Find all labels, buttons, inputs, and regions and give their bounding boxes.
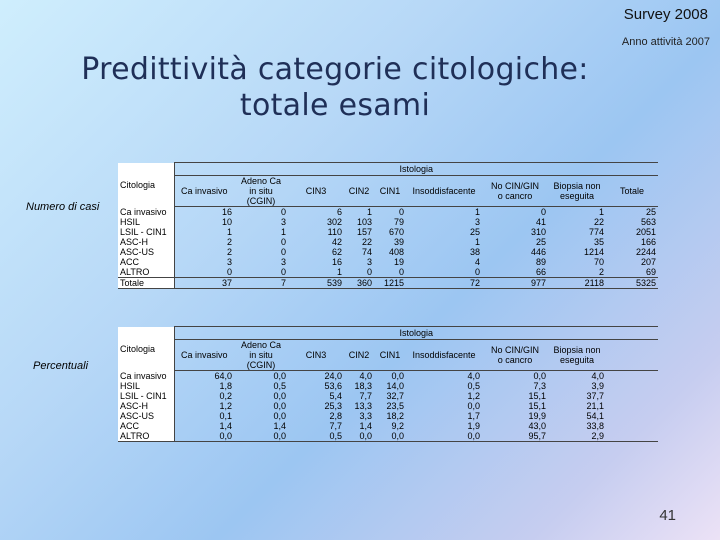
table-cell: 33,8	[586, 421, 604, 431]
row-label: ALTRO	[118, 431, 174, 442]
row-label: ASC-US	[118, 247, 174, 257]
table-cell: 0,0	[374, 431, 406, 442]
table-cell: 43,0	[528, 421, 546, 431]
table-row	[118, 227, 658, 237]
header-row-istologia	[118, 327, 658, 340]
table-row	[118, 217, 658, 227]
table-row	[118, 381, 658, 391]
table-row	[118, 257, 658, 267]
table-cell: 2,9	[548, 431, 606, 442]
row-label: HSIL	[118, 381, 174, 391]
table-cell: 64,0	[214, 371, 232, 381]
table-cell: 0,0	[273, 391, 286, 401]
column-header	[174, 340, 234, 371]
column-header	[234, 176, 288, 207]
table-cell: 25,3	[324, 401, 342, 411]
table-cell: 4	[474, 257, 480, 267]
table-cell: 41	[535, 217, 546, 227]
table-cell: 1,4	[219, 421, 232, 431]
column-header-line: in situ	[249, 350, 273, 360]
table-cell: 69	[646, 267, 657, 277]
column-header	[174, 176, 234, 207]
cases-table-body	[118, 163, 658, 289]
column-header-line: Insoddisfacente	[412, 350, 476, 360]
table-cell: 25	[469, 227, 480, 237]
column-header-line: in situ	[249, 186, 273, 196]
column-header	[406, 340, 482, 371]
table-cell: 0	[280, 267, 286, 277]
table-cell: 0,0	[273, 371, 286, 381]
row-label: ASC-H	[118, 401, 174, 411]
table-cell: 1,8	[219, 381, 232, 391]
table-cell: 4,0	[591, 371, 604, 381]
table-cell: 95,7	[482, 431, 548, 442]
row-label: HSIL	[118, 217, 174, 227]
total-cell: 7	[234, 278, 288, 289]
table-cell: 446	[530, 247, 546, 257]
table-cell: 2	[226, 237, 232, 247]
row-label: ALTRO	[118, 267, 174, 278]
table-cell: 0,0	[234, 431, 288, 442]
table-cell: 774	[588, 227, 604, 237]
table-cell: 0,0	[344, 431, 374, 442]
column-header-line: eseguita	[559, 191, 595, 201]
table-cell: 21,1	[586, 401, 604, 411]
column-header-line: Ca invasivo	[180, 186, 228, 196]
percentuali-label: Percentuali	[33, 360, 89, 372]
table-cell: 0	[226, 267, 232, 277]
table-cell: 16	[331, 257, 342, 267]
table-cell: 53,6	[324, 381, 342, 391]
table-cell: 62	[331, 247, 342, 257]
table-row	[118, 421, 658, 431]
table-cell	[606, 371, 658, 382]
table-cell: 0,5	[288, 431, 344, 442]
column-header	[548, 176, 606, 207]
table-cell: 22	[593, 217, 604, 227]
table-cell: 22	[361, 237, 372, 247]
table-cell: 0,0	[391, 371, 404, 381]
title-line-2: totale esami	[239, 88, 431, 123]
table-cell: 0	[366, 267, 372, 277]
table-cell: 0,0	[273, 401, 286, 411]
column-header	[482, 176, 548, 207]
column-header	[344, 176, 374, 207]
column-header-line: Adeno Ca	[240, 340, 282, 350]
table-cell: 1,2	[467, 391, 480, 401]
total-cell: 72	[406, 278, 482, 289]
table-cell: 408	[388, 247, 404, 257]
table-cell	[606, 401, 658, 411]
table-cell: 1	[280, 227, 286, 237]
table-cell: 42	[331, 237, 342, 247]
table-cell: 7,7	[329, 421, 342, 431]
istologia-header: Istologia	[174, 163, 658, 176]
table-cell: 103	[356, 217, 372, 227]
table-cell: 19,9	[528, 411, 546, 421]
header-row-columns	[118, 340, 658, 371]
table-cell: 166	[641, 237, 657, 247]
table-cell: 7,3	[533, 381, 546, 391]
total-cell: 5325	[606, 278, 658, 289]
column-header-line: CIN2	[348, 186, 370, 196]
table-cell	[606, 411, 658, 421]
table-cell: 4,0	[467, 371, 480, 381]
table-cell: 70	[593, 257, 604, 267]
header-row-istologia	[118, 163, 658, 176]
table-cell: 3	[280, 257, 286, 267]
column-header	[606, 340, 658, 371]
numero-label: Numero di casi	[26, 201, 100, 213]
total-cell: 2118	[548, 278, 606, 289]
table-cell: 2	[226, 247, 232, 257]
table-row	[118, 247, 658, 257]
table-row	[118, 267, 658, 278]
table-cell	[606, 431, 658, 442]
survey-label: Survey 2008	[623, 6, 708, 23]
table-cell: 207	[641, 257, 657, 267]
table-cell: 10	[221, 217, 232, 227]
table-cell: 2,8	[329, 411, 342, 421]
column-header-line: (CGIN)	[246, 360, 276, 370]
table-cell: 23,5	[386, 401, 404, 411]
table-cell: 0	[398, 267, 404, 277]
column-header-line: Biopsia non	[553, 345, 601, 355]
table-row	[118, 411, 658, 421]
table-cell: 110	[327, 227, 342, 237]
table-cell: 2051	[636, 227, 657, 237]
table-cell: 25	[646, 207, 657, 217]
table-cell: 1,4	[359, 421, 372, 431]
table-cell: 2	[598, 267, 604, 277]
table-cell: 9,2	[391, 421, 404, 431]
table-cell: 1,9	[467, 421, 480, 431]
table-cell: 1,2	[219, 401, 232, 411]
table-cell: 0	[398, 207, 404, 217]
column-header	[374, 340, 406, 371]
table-cell: 0,1	[219, 411, 232, 421]
table-cell: 0,0	[406, 431, 482, 442]
column-header-line: o cancro	[497, 191, 533, 201]
column-header	[548, 340, 606, 371]
row-label: LSIL - CIN1	[118, 391, 174, 401]
table-cell: 302	[326, 217, 342, 227]
table-cell	[606, 391, 658, 401]
table-cell: 1	[598, 207, 604, 217]
column-header-line: No CIN/GIN	[490, 345, 539, 355]
table-cell: 18,2	[386, 411, 404, 421]
table-cell: 54,1	[586, 411, 604, 421]
table-cell: 5,4	[329, 391, 342, 401]
table-cell: 0,0	[533, 371, 546, 381]
table-cell: 19	[393, 257, 404, 267]
table-cell: 0	[474, 267, 480, 277]
column-header	[288, 176, 344, 207]
table-cell: 0	[540, 207, 546, 217]
citologia-header: Citologia	[118, 163, 174, 207]
row-label: Ca invasivo	[118, 207, 174, 218]
table-cell: 3	[280, 217, 286, 227]
column-header-line: CIN3	[305, 350, 327, 360]
table-cell: 0,0	[467, 401, 480, 411]
cases-table	[118, 162, 658, 289]
table-cell: 1214	[583, 247, 604, 257]
table-cell: 13,3	[354, 401, 372, 411]
table-cell: 1	[336, 267, 342, 277]
column-header-line: Biopsia non	[553, 181, 601, 191]
column-header	[234, 340, 288, 371]
table-row	[118, 207, 658, 218]
table-cell: 89	[535, 257, 546, 267]
column-header-line: Totale	[620, 186, 645, 196]
percent-table-body	[118, 327, 658, 442]
table-cell: 0,0	[174, 431, 234, 442]
column-header-line: Insoddisfacente	[412, 186, 476, 196]
table-cell: 157	[356, 227, 372, 237]
table-cell: 15,1	[528, 391, 546, 401]
row-label: ACC	[118, 421, 174, 431]
table-cell: 14,0	[386, 381, 404, 391]
citologia-header: Citologia	[118, 327, 174, 371]
table-cell: 74	[361, 247, 372, 257]
table-cell: 39	[393, 237, 404, 247]
column-header	[288, 340, 344, 371]
table-cell: 3	[226, 257, 232, 267]
table-cell: 0	[280, 207, 286, 217]
column-header-line: (CGIN)	[246, 196, 276, 206]
row-label: ACC	[118, 257, 174, 267]
column-header	[606, 176, 658, 207]
column-header-line: CIN1	[379, 186, 401, 196]
table-cell: 37,7	[586, 391, 604, 401]
title-line-1: Predittività categorie citologiche:	[81, 52, 589, 87]
table-cell: 310	[530, 227, 546, 237]
table-cell: 1,4	[273, 421, 286, 431]
column-header-line: CIN3	[305, 186, 327, 196]
table-row	[118, 431, 658, 442]
column-header	[374, 176, 406, 207]
column-header-line: o cancro	[497, 355, 533, 365]
table-cell: 0,5	[467, 381, 480, 391]
table-row	[118, 401, 658, 411]
table-cell: 6	[336, 207, 342, 217]
table-cell: 16	[221, 207, 232, 217]
table-cell: 0,2	[219, 391, 232, 401]
table-cell: 3,9	[591, 381, 604, 391]
row-label: LSIL - CIN1	[118, 227, 174, 237]
table-cell: 1	[474, 207, 480, 217]
table-cell: 1,7	[467, 411, 480, 421]
total-cell: 539	[288, 278, 344, 289]
header-row-columns	[118, 176, 658, 207]
table-row	[118, 371, 658, 382]
table-cell: 1	[366, 207, 372, 217]
row-label: ASC-US	[118, 411, 174, 421]
table-cell: 0,0	[273, 411, 286, 421]
column-header	[482, 340, 548, 371]
column-header-line: eseguita	[559, 355, 595, 365]
row-label: Ca invasivo	[118, 371, 174, 382]
table-cell: 66	[535, 267, 546, 277]
table-cell: 563	[641, 217, 657, 227]
table-row	[118, 391, 658, 401]
column-header	[406, 176, 482, 207]
total-cell: 1215	[374, 278, 406, 289]
total-row	[118, 278, 658, 289]
table-cell: 1	[474, 237, 480, 247]
column-header-line: CIN2	[348, 350, 370, 360]
table-cell: 0	[280, 247, 286, 257]
table-cell	[606, 421, 658, 431]
column-header-line: Adeno Ca	[240, 176, 282, 186]
row-label: ASC-H	[118, 237, 174, 247]
table-cell: 1	[226, 227, 232, 237]
page-number: 41	[659, 507, 676, 524]
table-cell: 32,7	[386, 391, 404, 401]
table-cell: 18,3	[354, 381, 372, 391]
column-header-line: No CIN/GIN	[490, 181, 539, 191]
column-header-line: Ca invasivo	[180, 350, 228, 360]
table-cell: 7,7	[359, 391, 372, 401]
total-label: Totale	[118, 278, 174, 289]
table-row	[118, 237, 658, 247]
table-cell: 2244	[636, 247, 657, 257]
anno-label: Anno attività 2007	[621, 36, 710, 48]
table-cell: 3	[474, 217, 480, 227]
table-cell: 0	[280, 237, 286, 247]
table-cell: 38	[469, 247, 480, 257]
table-cell: 3	[366, 257, 372, 267]
table-cell: 25	[535, 237, 546, 247]
table-cell: 670	[388, 227, 404, 237]
column-header	[344, 340, 374, 371]
total-cell: 360	[344, 278, 374, 289]
table-cell: 35	[593, 237, 604, 247]
column-header-line: CIN1	[379, 350, 401, 360]
table-cell: 3,3	[359, 411, 372, 421]
percent-table	[118, 326, 658, 442]
istologia-header: Istologia	[174, 327, 658, 340]
table-cell	[606, 381, 658, 391]
table-cell: 0,5	[273, 381, 286, 391]
total-cell: 977	[482, 278, 548, 289]
slide-title	[40, 52, 630, 124]
total-cell: 37	[174, 278, 234, 289]
table-cell: 4,0	[359, 371, 372, 381]
table-cell: 15,1	[528, 401, 546, 411]
table-cell: 79	[393, 217, 404, 227]
table-cell: 24,0	[324, 371, 342, 381]
